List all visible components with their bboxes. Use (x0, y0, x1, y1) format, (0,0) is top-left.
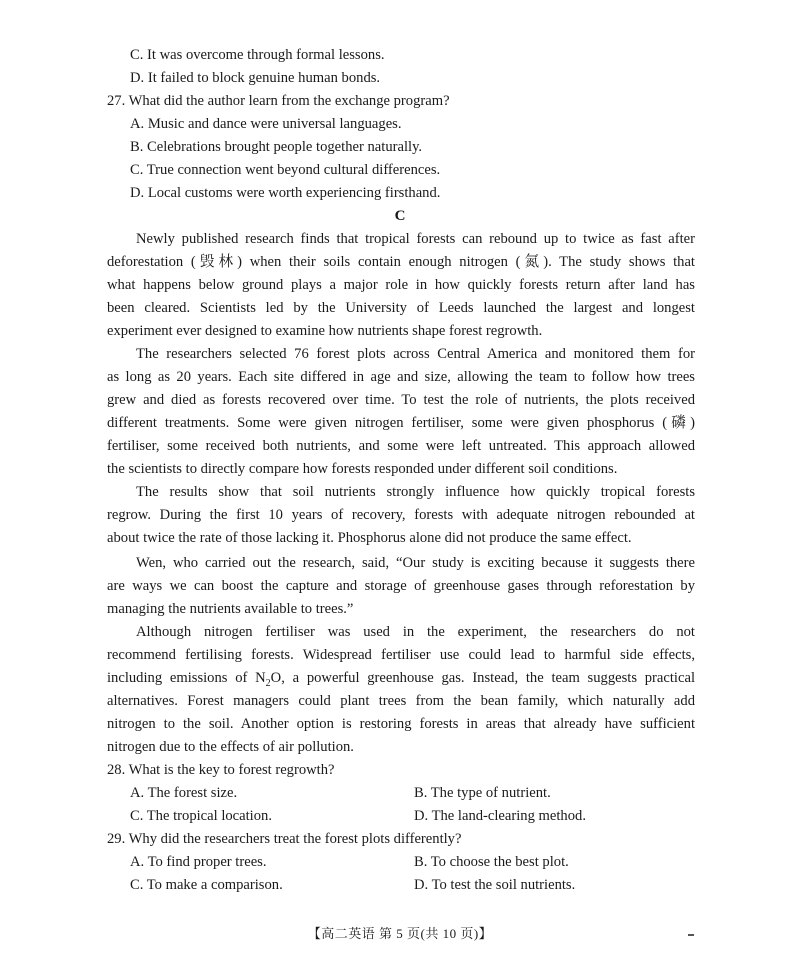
passage-line: The results show that soil nutrients strongly influence how quickly tropical forests (136, 484, 695, 500)
passage-text: including emissions of N (107, 670, 266, 686)
option-28-d: D. The land-clearing method. (414, 808, 586, 824)
passage-line: experiment ever designed to examine how nutrients shape forest regrowth. (107, 323, 543, 339)
passage-line: recommend fertilising forests. Widespread fertiliser use could lead to harmful side effects, (107, 647, 695, 663)
passage-line: Although nitrogen fertiliser was used in the experiment, the researchers do not (136, 624, 695, 640)
passage-line: managing the nutrients available to trees.” (107, 601, 354, 617)
option-28-a: A. The forest size. (130, 785, 238, 801)
passage-line: grew and died as forests recovered over time. To test the role of nutrients, the plots received (107, 392, 695, 408)
passage-line: deforestation (毁林) when their soils contain enough nitrogen (氮). The study shows that (107, 254, 695, 270)
subscript-2: 2 (265, 677, 271, 689)
passage-line: Newly published research finds that tropical forests can rebound up to twice as fast after (136, 231, 695, 247)
option-29-a: A. To find proper trees. (130, 854, 267, 870)
scan-mark (688, 934, 694, 936)
passage-line: different treatments. Some were given nitrogen fertiliser, some were given phosphorus (磷) (107, 415, 695, 431)
question-27-stem: 27. What did the author learn from the exchange program? (107, 93, 450, 109)
passage-line: nitrogen due to the effects of air pollution. (107, 739, 354, 755)
option-29-b: B. To choose the best plot. (414, 854, 569, 870)
passage-line: as long as 20 years. Each site differed in age and size, allowing the team to follow how trees (107, 369, 695, 385)
option-29-d: D. To test the soil nutrients. (414, 877, 576, 893)
passage-line: about twice the rate of those lacking it. Phosphorus alone did not produce the same effect. (107, 530, 632, 546)
option-28-b: B. The type of nutrient. (414, 785, 551, 801)
passage-line: regrow. During the first 10 years of recovery, forests with adequate nitrogen rebounded at (107, 507, 695, 523)
option-27-c: C. True connection went beyond cultural differences. (130, 162, 441, 178)
passage-line-n2o (107, 667, 695, 690)
passage-line: Wen, who carried out the research, said, “Our study is exciting because it suggests there (136, 555, 695, 571)
option-27-d: D. Local customs were worth experiencing firsthand. (130, 185, 441, 201)
passage-line: fertiliser, some received both nutrients, and some were left untreated. This approach allowed (107, 438, 695, 454)
passage-line: the scientists to directly compare how forests responded under different soil conditions. (107, 461, 618, 477)
passage-line: what happens below ground plays a major role in how quickly forests return after land has (107, 277, 695, 293)
section-heading: C (394, 208, 406, 224)
passage-text: O, a powerful greenhouse gas. Instead, the team suggests practical (270, 670, 695, 686)
page-footer: 【高二英语 第 5 页(共 10 页)】 (307, 926, 493, 941)
option-26-d: D. It failed to block genuine human bonds. (130, 70, 381, 86)
passage-line: are ways we can boost the capture and storage of greenhouse gases through reforestation by (107, 578, 695, 594)
option-26-c: C. It was overcome through formal lessons. (130, 47, 385, 63)
option-27-b: B. Celebrations brought people together naturally. (130, 139, 423, 155)
option-28-c: C. The tropical location. (130, 808, 272, 824)
question-28-stem: 28. What is the key to forest regrowth? (107, 762, 335, 778)
passage-line: nitrogen to the soil. Another option is restoring forests in areas that already have sufficient (107, 716, 695, 732)
option-29-c: C. To make a comparison. (130, 877, 283, 893)
passage-line: been cleared. Scientists led by the University of Leeds launched the largest and longest (107, 300, 695, 316)
question-29-stem: 29. Why did the researchers treat the forest plots differently? (107, 831, 462, 847)
passage-line: The researchers selected 76 forest plots across Central America and monitored them for (136, 346, 695, 362)
option-27-a: A. Music and dance were universal languages. (130, 116, 402, 132)
passage-line: alternatives. Forest managers could plant trees from the bean family, which naturally add (107, 693, 695, 709)
